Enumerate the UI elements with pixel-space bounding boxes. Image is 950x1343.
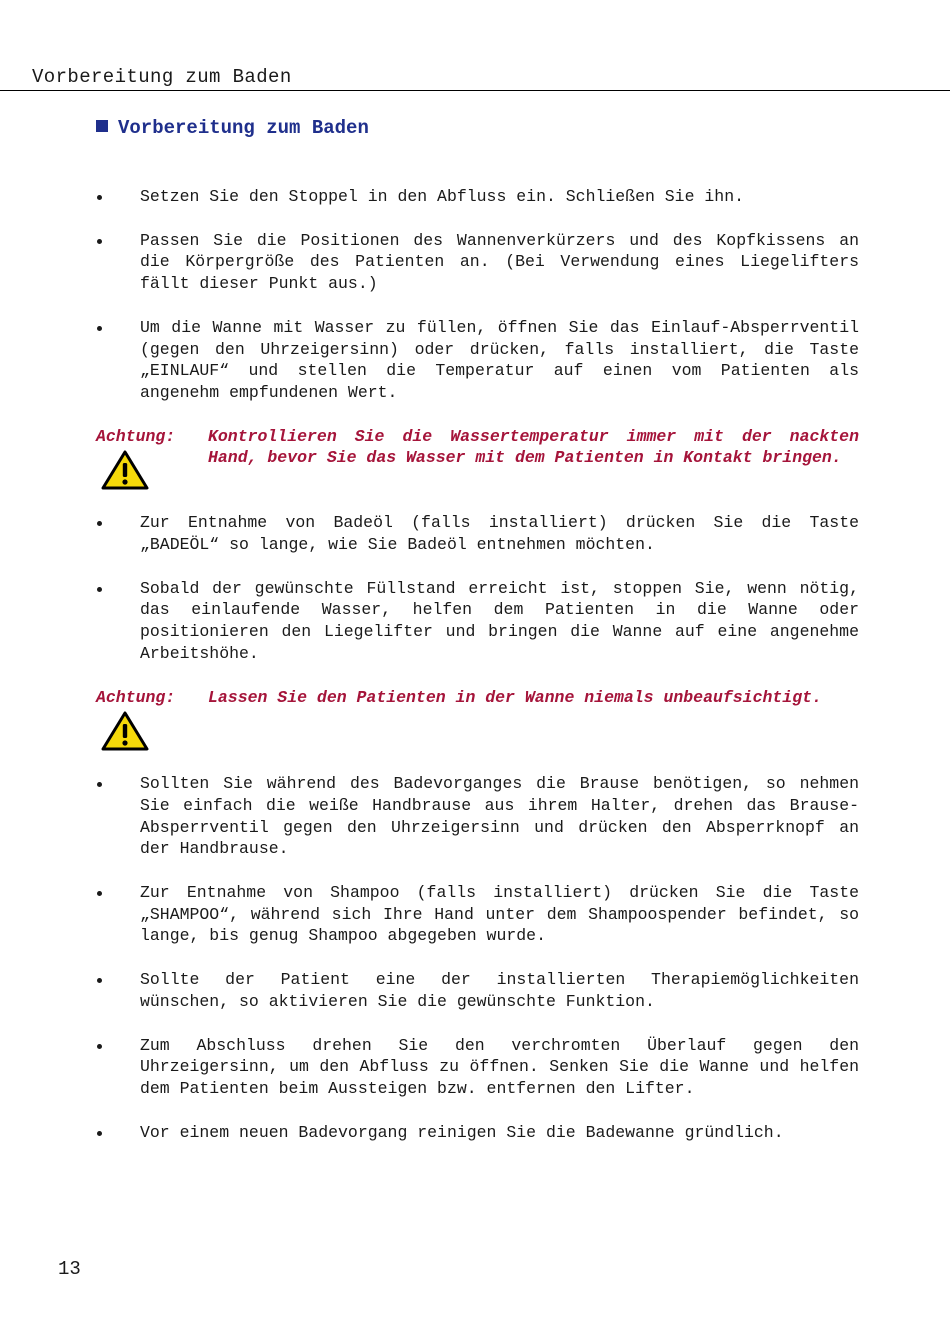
bullet-dot-icon [96,578,140,665]
list-item [96,773,859,860]
warning-triangle-icon [101,450,149,490]
bullet-dot-icon [96,969,140,1012]
bullet-dot-icon [96,882,140,947]
list-item-text: Zum Abschluss drehen Sie den verchromten Überlauf gegen den Uhrzeigersinn, um den Abfluss zu öffnen. Senken Sie die Wanne und helfen dem Patienten beim Aussteigen bzw. entfernen den Lifter. [140,1035,859,1098]
warning-note [96,687,859,752]
list-item-text: Um die Wanne mit Wasser zu füllen, öffnen Sie das Einlauf-Absperrventil (gegen den Uhrzeigersinn) oder drücken, falls installiert, die Taste „EINLAUF“ und stellen die Temperatur auf einen vom Patienten als angenehm empfundenen Wert. [140,317,859,402]
bullet-dot-icon [96,1122,140,1144]
bullet-dot-icon [96,1035,140,1100]
bullet-dot-icon [96,317,140,404]
bullet-dot-icon [96,773,140,860]
list-item [96,230,859,295]
header-rule [0,90,950,91]
warning-text: Lassen Sie den Patienten in der Wanne niemals unbeaufsichtigt. [208,687,822,707]
list-item-text: Sollten Sie während des Badevorganges die Brause benötigen, so nehmen Sie einfach die weiße Handbrause aus ihrem Halter, drehen das Brause-Absperrventil gegen den Uhrzeigersinn und drücken den Absperrknopf an der Handbrause. [140,774,859,859]
list-item [96,1122,859,1144]
list-item [96,512,859,555]
warning-text: Kontrollieren Sie die Wassertemperatur immer mit der nackten Hand, bevor Sie das Wasser mit dem Patienten in Kontakt bringen. [208,426,859,468]
list-item-text: Sollte der Patient eine der installierten Therapiemöglichkeiten wünschen, so aktivieren Sie die gewünschte Funktion. [140,970,859,1011]
list-item-text: Setzen Sie den Stoppel in den Abfluss ein. Schließen Sie ihn. [140,187,744,206]
list-item [96,969,859,1012]
list-item-text: Passen Sie die Positionen des Wannenverkürzers und des Kopfkissens an die Körpergröße des Patienten an. (Bei Verwendung eines Liegelifters fällt dieser Punkt aus.) [140,230,859,294]
running-header: Vorbereitung zum Baden [32,66,292,88]
list-item-text: Sobald der gewünschte Füllstand erreicht ist, stoppen Sie, wenn nötig, das einlaufende Wasser, helfen dem Patienten in die Wanne oder positionieren den Liegelifter und bringen die Wanne auf eine angenehme Arbeitshöhe. [140,578,859,663]
square-marker-icon [96,120,108,132]
list-item [96,882,859,947]
list-item [96,186,859,208]
bullet-dot-icon [96,230,140,295]
instruction-list [96,186,859,1165]
page-number: 13 [58,1258,81,1280]
bullet-dot-icon [96,512,140,555]
section-title-text: Vorbereitung zum Baden [118,117,369,139]
warning-note [96,426,859,491]
bullet-dot-icon [96,186,140,208]
list-item [96,317,859,404]
section-title [96,117,369,139]
list-item [96,1035,859,1100]
list-item-text: Zur Entnahme von Shampoo (falls installiert) drücken Sie die Taste „SHAMPOO“, während sich Ihre Hand unter dem Shampoospender befindet, so lange, bis genug Shampoo abgegeben wurde. [140,883,859,946]
warning-triangle-icon [101,711,149,751]
list-item-text: Vor einem neuen Badevorgang reinigen Sie die Badewanne gründlich. [140,1122,784,1142]
list-item [96,578,859,665]
list-item-text: Zur Entnahme von Badeöl (falls installiert) drücken Sie die Taste „BADEÖL“ so lange, wie Sie Badeöl entnehmen möchten. [140,513,859,555]
warning-label: Achtung: [96,687,176,707]
warning-label: Achtung: [96,426,176,446]
